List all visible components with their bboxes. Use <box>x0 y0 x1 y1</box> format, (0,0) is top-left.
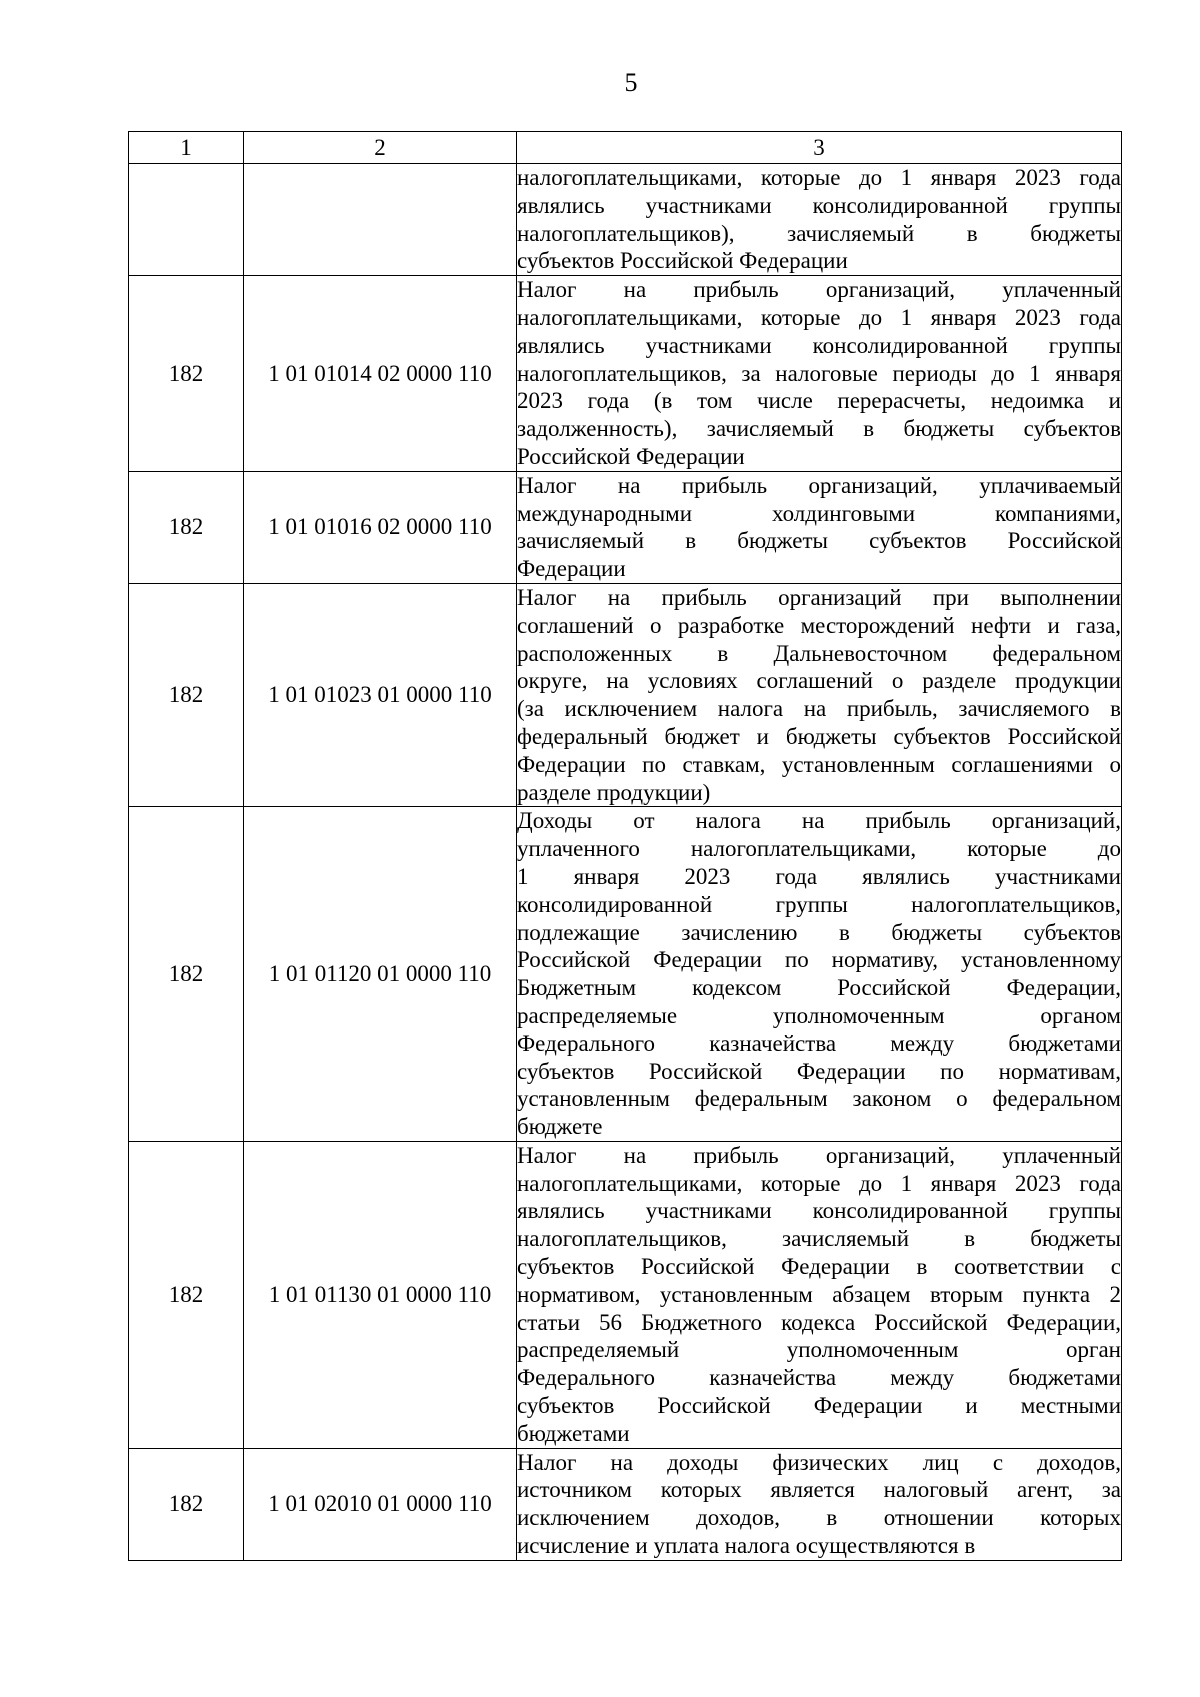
description-line: 2023 года (в том числе перерасчеты, недоимка и <box>517 388 1121 414</box>
description-line: налогоплательщиков), зачисляемый в бюджеты <box>517 220 1121 246</box>
revenue-code-cell: 1 01 01014 02 0000 110 <box>244 276 517 472</box>
description-line: (за исключением налога на прибыль, зачисляемого в <box>517 696 1121 722</box>
description-line: являлись участниками консолидированной группы <box>517 192 1121 218</box>
description-line: субъектов Российской Федерации <box>517 248 848 274</box>
table-body <box>129 164 1122 1561</box>
table-row <box>129 1448 1122 1560</box>
description-line: соглашений о разработке месторождений нефти и газа, <box>517 612 1121 638</box>
admin-code-cell: 182 <box>129 1448 244 1560</box>
description-line: субъектов Российской Федерации и местными <box>517 1393 1121 1419</box>
admin-code-cell: 182 <box>129 1141 244 1448</box>
description-line: международными холдинговыми компаниями, <box>517 500 1121 526</box>
admin-code-cell: 182 <box>129 583 244 806</box>
description-line: уплаченного налогоплательщиками, которые до <box>517 836 1121 862</box>
revenue-code-cell: 1 01 01120 01 0000 110 <box>244 807 517 1142</box>
description-line: являлись участниками консолидированной группы <box>517 1198 1121 1224</box>
description-line: Доходы от налога на прибыль организаций, <box>517 808 1121 834</box>
revenue-code-cell: 1 01 01130 01 0000 110 <box>244 1141 517 1448</box>
description-line: Федерального казначейства между бюджетами <box>517 1030 1121 1056</box>
revenue-code-cell: 1 01 02010 01 0000 110 <box>244 1448 517 1560</box>
description-line: Федерации по ставкам, установленным соглашениями о <box>517 751 1121 777</box>
description-line: Налог на прибыль организаций при выполнении <box>517 584 1121 610</box>
description-cell <box>517 583 1122 806</box>
description-line: округе, на условиях соглашений о разделе продукции <box>517 668 1121 694</box>
table-row <box>129 164 1122 276</box>
table-row <box>129 1141 1122 1448</box>
description-line: расположенных в Дальневосточном федеральном <box>517 640 1121 666</box>
description-line: налогоплательщиков, за налоговые периоды до 1 января <box>517 360 1121 386</box>
description-line: распределяемые уполномоченным органом <box>517 1002 1121 1028</box>
description-line: распределяемый уполномоченным орган <box>517 1337 1121 1363</box>
description-line: субъектов Российской Федерации в соответствии с <box>517 1254 1121 1280</box>
admin-code-cell: 182 <box>129 807 244 1142</box>
description-cell <box>517 1141 1122 1448</box>
table-header-row <box>129 132 1122 164</box>
admin-code-cell: 182 <box>129 276 244 472</box>
description-line: консолидированной группы налогоплательщиков, <box>517 891 1121 917</box>
description-line: Налог на прибыль организаций, уплачиваемый <box>517 472 1121 498</box>
description-line: 1 января 2023 года являлись участниками <box>517 863 1121 889</box>
table-row <box>129 276 1122 472</box>
description-cell <box>517 471 1122 583</box>
description-line: зачисляемый в бюджеты субъектов Российской <box>517 528 1121 554</box>
description-line: нормативом, установленным абзацем вторым пункта 2 <box>517 1281 1121 1307</box>
description-line: налогоплательщиками, которые до 1 января 2023 года <box>517 165 1121 190</box>
description-line: Налог на прибыль организаций, уплаченный <box>517 277 1121 303</box>
admin-code-cell <box>129 164 244 276</box>
description-line: статьи 56 Бюджетного кодекса Российской Федерации, <box>517 1309 1121 1335</box>
table-row <box>129 807 1122 1142</box>
description-line: установленным федеральным законом о федеральном <box>517 1086 1121 1112</box>
description-line: являлись участниками консолидированной группы <box>517 332 1121 358</box>
description-line: Налог на прибыль организаций, уплаченный <box>517 1142 1121 1168</box>
description-line: задолженность), зачисляемый в бюджеты субъектов <box>517 416 1121 442</box>
description-line: налогоплательщиками, которые до 1 января 2023 года <box>517 304 1121 330</box>
description-line: субъектов Российской Федерации по нормативам, <box>517 1058 1121 1084</box>
description-cell <box>517 276 1122 472</box>
description-line: бюджетами <box>517 1420 630 1446</box>
description-line: исключением доходов, в отношении которых <box>517 1505 1121 1531</box>
description-line: разделе продукции) <box>517 779 711 805</box>
admin-code-cell: 182 <box>129 471 244 583</box>
description-line: Бюджетным кодексом Российской Федерации, <box>517 975 1121 1001</box>
description-line: Налог на доходы физических лиц с доходов, <box>517 1449 1121 1475</box>
description-line: Российской Федерации <box>517 443 745 469</box>
description-line: федеральный бюджет и бюджеты субъектов Российской <box>517 723 1121 749</box>
header-col-1: 1 <box>129 132 244 164</box>
budget-classification-table <box>128 131 1122 1561</box>
table-row <box>129 471 1122 583</box>
table-row <box>129 583 1122 806</box>
description-line: налогоплательщиков, зачисляемый в бюджеты <box>517 1226 1121 1252</box>
description-cell <box>517 1448 1122 1560</box>
revenue-code-cell <box>244 164 517 276</box>
description-line: источником которых является налоговый агент, за <box>517 1477 1121 1503</box>
description-line: исчисление и уплата налога осуществляются в <box>517 1533 976 1559</box>
header-col-2: 2 <box>244 132 517 164</box>
description-line: налогоплательщиками, которые до 1 января 2023 года <box>517 1170 1121 1196</box>
page-number: 5 <box>624 68 638 97</box>
description-cell <box>517 807 1122 1142</box>
revenue-code-cell: 1 01 01023 01 0000 110 <box>244 583 517 806</box>
description-cell <box>517 164 1122 276</box>
description-line: Российской Федерации по нормативу, установленному <box>517 947 1121 973</box>
description-line: Федерального казначейства между бюджетами <box>517 1365 1121 1391</box>
description-line: бюджете <box>517 1114 603 1140</box>
description-line: подлежащие зачислению в бюджеты субъектов <box>517 919 1121 945</box>
description-line: Федерации <box>517 556 626 582</box>
header-col-3: 3 <box>517 132 1122 164</box>
revenue-code-cell: 1 01 01016 02 0000 110 <box>244 471 517 583</box>
